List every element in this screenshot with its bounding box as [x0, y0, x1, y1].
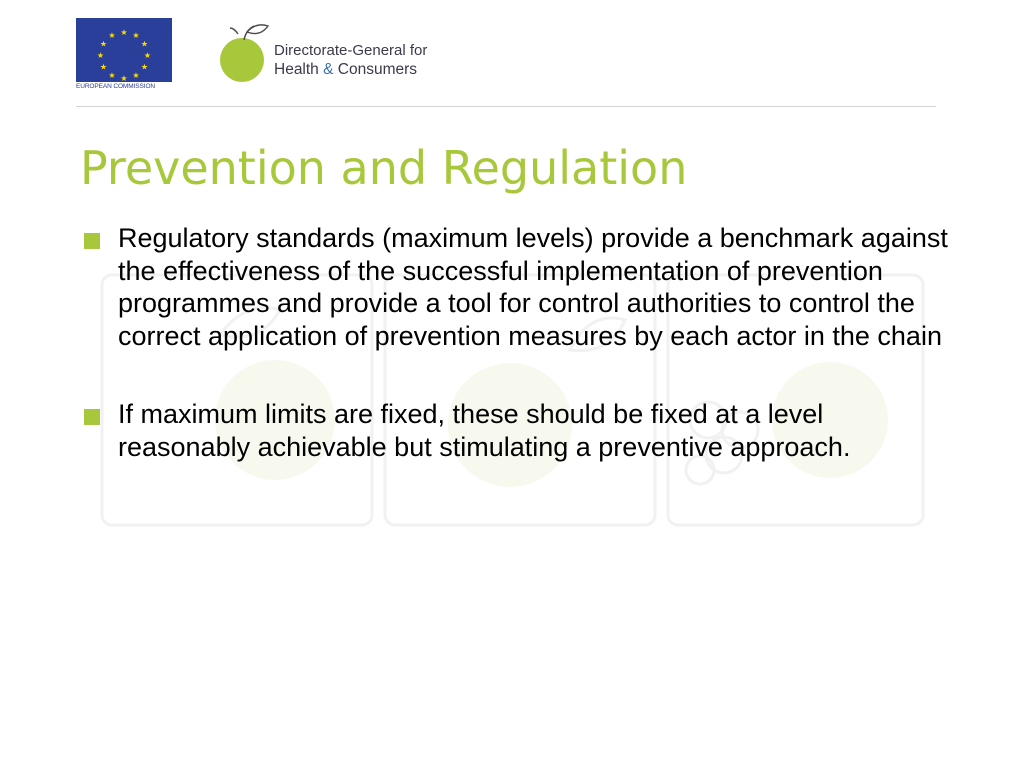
bullet-list	[80, 222, 950, 463]
svg-text:★: ★	[120, 74, 128, 82]
svg-text:★: ★	[140, 62, 149, 72]
svg-text:★: ★	[96, 51, 105, 60]
dg-ampersand: &	[323, 61, 334, 78]
svg-text:★: ★	[132, 31, 140, 40]
square-bullet-icon	[84, 233, 100, 249]
bullet-item	[80, 222, 950, 352]
slide-title: Prevention and Regulation	[80, 141, 688, 195]
svg-text:★: ★	[140, 39, 149, 49]
bullet-text: Regulatory standards (maximum levels) provide a benchmark against the effectiveness of the successful implementation of prevention programmes and provide a tool for control authorities to control the correct application of prevention measures by each actor in the chain	[118, 223, 948, 351]
dg-line2-consumers: Consumers	[333, 61, 418, 78]
svg-text:★: ★	[99, 39, 108, 49]
svg-text:★: ★	[99, 62, 108, 72]
svg-text:★: ★	[132, 71, 140, 80]
bullet-text: If maximum limits are fixed, these should be fixed at a level reasonably achievable but stimulating a preventive approach.	[118, 399, 851, 462]
dg-line2	[274, 60, 427, 79]
svg-text:★: ★	[120, 28, 128, 37]
dg-line1: Directorate-General for	[274, 42, 428, 59]
eu-caption: EUROPEAN COMMISSION	[76, 83, 155, 90]
apple-leaf-icon	[216, 22, 272, 84]
dg-health-consumers-logo-text	[274, 41, 427, 79]
header-divider	[76, 106, 936, 107]
svg-text:★: ★	[143, 51, 152, 60]
european-commission-logo	[76, 18, 172, 93]
dg-line2-health: Health	[274, 61, 324, 78]
svg-text:★: ★	[108, 31, 116, 40]
eu-flag-icon	[76, 18, 172, 82]
svg-text:★: ★	[108, 71, 116, 80]
square-bullet-icon	[84, 409, 100, 425]
bullet-item	[80, 398, 950, 463]
